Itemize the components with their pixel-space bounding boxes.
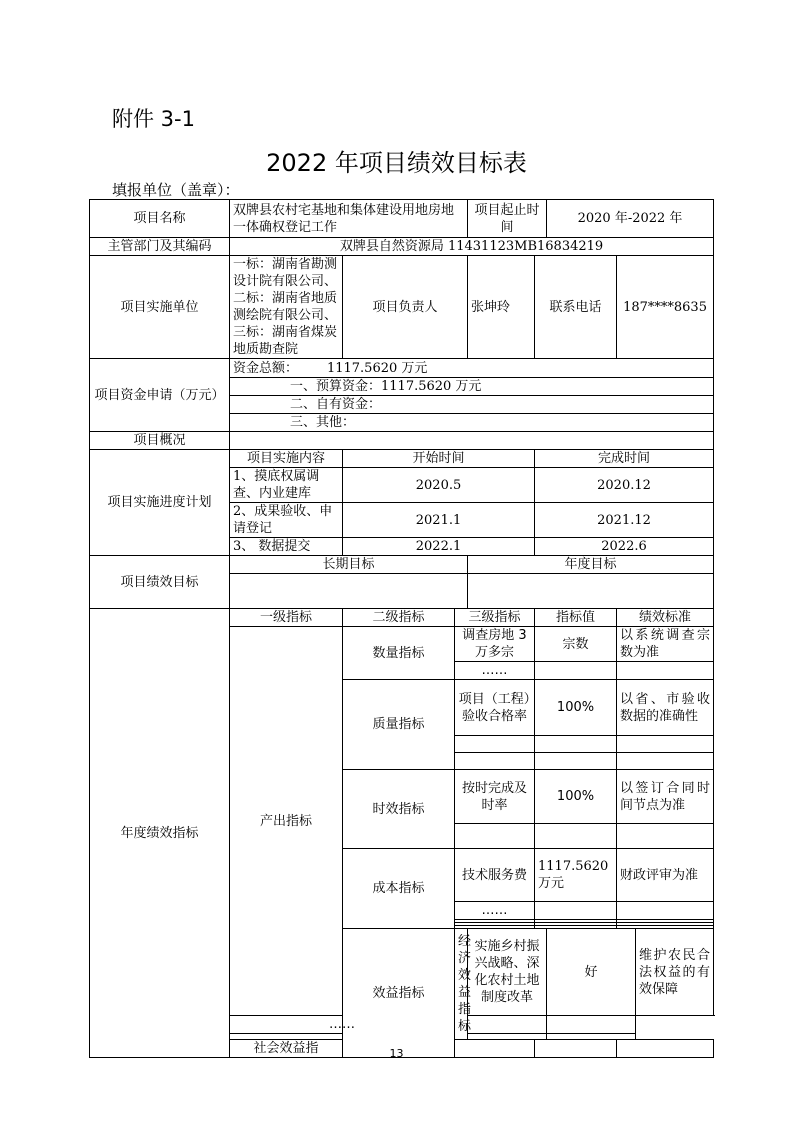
schedule-header-content: 项目实施内容 (230, 450, 343, 468)
impl-unit-label: 项目实施单位 (90, 256, 230, 359)
phone-label: 联系电话 (535, 256, 617, 359)
long-term-goal-value (230, 574, 468, 609)
project-name-value: 双牌县农村宅基地和集体建设用地房地一体确权登记工作 (230, 200, 468, 238)
timeliness-indicator-label: 时效指标 (343, 770, 455, 849)
schedule-row-end: 2022.6 (535, 538, 714, 556)
schedule-row-end: 2021.12 (535, 503, 714, 538)
leader-label: 项目负责人 (343, 256, 468, 359)
leader-value: 张坤玲 (468, 256, 535, 359)
economic-value: 好 (547, 929, 636, 1016)
economic-more: …… (230, 1016, 455, 1034)
empty-cell (547, 1016, 636, 1034)
cost-indicator-label: 成本指标 (343, 849, 455, 929)
dept-value: 双牌县自然资源局 11431123MB16834219 (230, 238, 714, 256)
indicator-header-value: 指标值 (535, 609, 617, 627)
empty-cell (617, 902, 714, 920)
empty-cell (617, 753, 714, 770)
empty-cell (535, 736, 617, 753)
overview-label: 项目概况 (90, 432, 230, 450)
timeliness-value: 100% (535, 770, 617, 824)
page-number: 13 (389, 1047, 404, 1060)
schedule-row-content: 1、摸底权属调查、内业建库 (230, 468, 343, 503)
funds-total (230, 359, 714, 378)
empty-cell (617, 736, 714, 753)
output-indicator-label: 产出指标 (230, 627, 343, 1016)
quantity-value: 宗数 (535, 627, 617, 662)
empty-cell (535, 902, 617, 920)
attachment-label: 附件 3-1 (112, 107, 195, 131)
schedule-row-start: 2022.1 (343, 538, 535, 556)
empty-cell (455, 736, 535, 753)
funds-label: 项目资金申请（万元） (90, 359, 230, 432)
document-title: 2022 年项目绩效目标表 (266, 149, 527, 177)
impl-unit-value: 一标：湖南省勘测设计院有限公司、二标：湖南省地质测绘院有限公司、三标：湖南省煤炭地质勘查院 (230, 256, 343, 359)
schedule-row-content: 3、 数据提交 (230, 538, 343, 556)
schedule-row-end: 2020.12 (535, 468, 714, 503)
project-name-label: 项目名称 (90, 200, 230, 238)
cost-l3: 技术服务费 (455, 849, 535, 902)
timeliness-l3: 按时完成及时率 (455, 770, 535, 824)
schedule-row-start: 2021.1 (343, 503, 535, 538)
long-term-goal-header: 长期目标 (230, 556, 468, 574)
empty-cell (617, 662, 714, 680)
economic-indicator-label: 经济效益指标 (455, 929, 468, 1040)
quality-indicator-label: 质量指标 (343, 680, 455, 770)
empty-cell (535, 824, 617, 849)
quantity-standard: 以系统调查宗数为准 (617, 627, 714, 662)
phone-value: 187****8635 (617, 256, 714, 359)
empty-cell (535, 753, 617, 770)
schedule-label: 项目实施进度计划 (90, 450, 230, 556)
annual-goal-header: 年度目标 (468, 556, 714, 574)
performance-target-table (89, 199, 714, 1058)
period-label: 项目起止时间 (468, 200, 547, 238)
schedule-row-start: 2020.5 (343, 468, 535, 503)
empty-cell (468, 1016, 547, 1034)
overview-value (230, 432, 714, 450)
funds-own: 二、自有资金： (230, 396, 714, 414)
indicator-header-l3: 三级指标 (455, 609, 535, 627)
funds-total-value: 1117.5620 万元 (326, 360, 428, 376)
period-value: 2020 年-2022 年 (547, 200, 714, 238)
social-indicator-label: 社会效益指 (230, 1040, 343, 1058)
empty-cell (617, 824, 714, 849)
fill-unit-label: 填报单位（盖章）： (112, 181, 240, 199)
annual-indicators-label: 年度绩效指标 (90, 609, 230, 1058)
annual-goal-value (468, 574, 714, 609)
quantity-indicator-label: 数量指标 (343, 627, 455, 680)
cost-more: …… (455, 902, 535, 920)
quantity-more: …… (455, 662, 535, 680)
funds-other: 三、其他： (230, 414, 714, 432)
quantity-l3: 调查房地 3 万多宗 (455, 627, 535, 662)
funds-budget: 一、预算资金：1117.5620 万元 (230, 378, 714, 396)
indicator-header-l1: 一级指标 (230, 609, 343, 627)
schedule-header-start: 开始时间 (343, 450, 535, 468)
empty-cell (535, 662, 617, 680)
quality-l3: 项目（工程）验收合格率 (455, 680, 535, 736)
cost-standard: 财政评审为准 (617, 849, 714, 902)
indicator-header-l2: 二级指标 (343, 609, 455, 627)
quality-value: 100% (535, 680, 617, 736)
cost-value: 1117.5620 万元 (535, 849, 617, 902)
funds-total-label: 资金总额： (233, 360, 299, 376)
empty-cell (455, 753, 535, 770)
economic-standard: 维护农民合法权益的有效保障 (636, 929, 714, 1016)
schedule-header-end: 完成时间 (535, 450, 714, 468)
quality-standard: 以省、市验收数据的准确性 (617, 680, 714, 736)
benefit-indicator-label: 效益指标 (343, 929, 455, 1058)
schedule-row-content: 2、成果验收、申请登记 (230, 503, 343, 538)
dept-label: 主管部门及其编码 (90, 238, 230, 256)
economic-l3: 实施乡村振兴战略、深化农村土地制度改革 (468, 929, 547, 1016)
empty-cell (455, 824, 535, 849)
indicator-header-standard: 绩效标准 (617, 609, 714, 627)
timeliness-standard: 以签订合同时间节点为准 (617, 770, 714, 824)
perf-goals-label: 项目绩效目标 (90, 556, 230, 609)
